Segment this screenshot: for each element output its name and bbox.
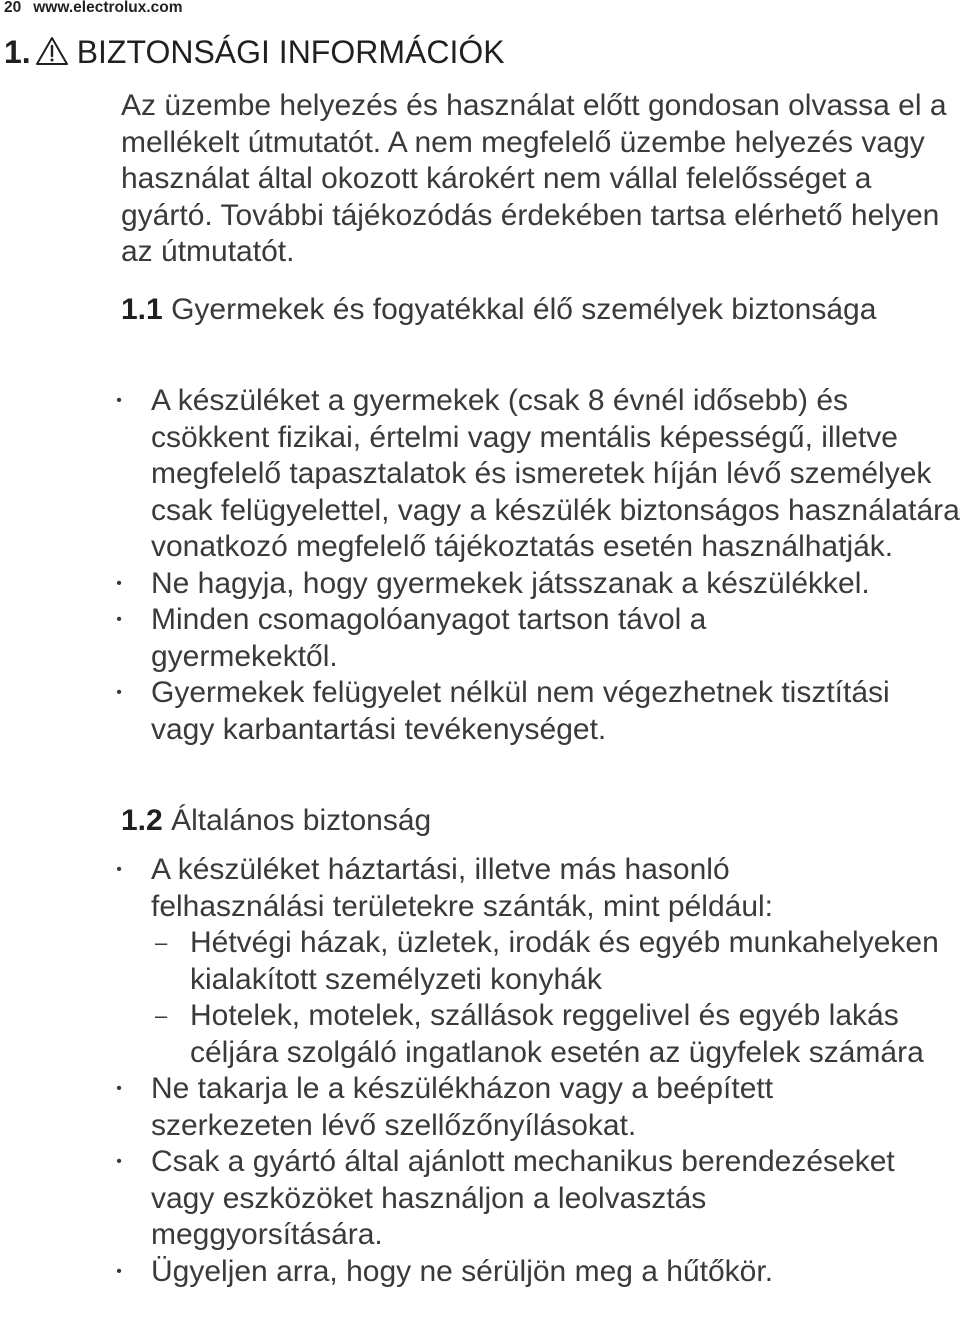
bullet-icon: • — [116, 1080, 122, 1097]
list-item-text: Csak a gyártó által ajánlott mechanikus berendezéseket vagy eszközöket használjon a leolvasztás meggyorsítására. — [151, 1145, 895, 1251]
dash-icon: – — [155, 1003, 168, 1028]
warning-triangle-icon — [35, 36, 69, 66]
list-item — [112, 602, 831, 675]
website-link[interactable]: www.electrolux.com — [33, 0, 183, 16]
subsection-2-heading — [121, 803, 431, 840]
list-item — [112, 566, 960, 603]
bullet-icon: • — [116, 574, 122, 592]
list-item — [112, 1144, 911, 1254]
dash-icon: – — [155, 930, 168, 955]
bullet-icon: • — [116, 861, 122, 878]
bullet-icon: • — [116, 684, 122, 701]
sub-list-item-text: Hétvégi házak, üzletek, irodák és egyéb munkahelyeken kialakított személyzeti konyhák — [190, 926, 939, 996]
page-header — [4, 0, 183, 17]
bullet-icon: • — [116, 1262, 122, 1280]
page-number: 20 — [4, 0, 22, 16]
list-item — [112, 1254, 960, 1291]
subsection-1-title: Gyermekek és fogyatékkal élő személyek biztonsága — [171, 293, 877, 326]
intro-paragraph: Az üzembe helyezés és használat előtt gondosan olvassa el a mellékelt útmutatót. A nem megfelelő üzembe helyezés vagy használat által okozott károkért nem vállal felelősséget a gyártó. További tájékozódás érdekében tartsa elérhető helyen az útmutatót. — [121, 89, 947, 268]
sub-list-item — [151, 925, 960, 998]
list-item-text: Ne takarja le a készülékházon vagy a beépített szerkezeten lévő szellőzőnyílásokat. — [151, 1072, 774, 1142]
bullet-icon: • — [116, 611, 122, 628]
list-item-text: Gyermekek felügyelet nélkül nem végezhetnek tisztítási vagy karbantartási tevékenységet. — [151, 676, 890, 746]
subsection-1-list — [112, 383, 960, 748]
list-item-text: A készüléket háztartási, illetve más hasonló felhasználási területekre szánták, mint például: — [151, 853, 774, 923]
section-title — [4, 34, 505, 70]
list-item-text: Minden csomagolóanyagot tartson távol a gyermekektől. — [151, 603, 707, 673]
subsection-1-heading — [121, 292, 921, 329]
list-item-text: Ügyeljen arra, hogy ne sérüljön meg a hűtőkör. — [151, 1254, 774, 1288]
list-item-text: A készüléket a gyermekek (csak 8 évnél idősebb) és csökkent fizikai, értelmi vagy mentális képességű, illetve megfelelő tapasztalatok és ismeretek híján lévő személyek csak felügyelettel, vagy a készülék biztonságos használatára vonatkozó megfelelő tájékoztatás esetén használhatják. — [151, 384, 960, 563]
sub-list — [151, 925, 960, 1071]
subsection-2-number: 1.2 — [121, 804, 163, 837]
sub-list-item-text: Hotelek, motelek, szállások reggelivel és egyéb lakás céljára szolgáló ingatlanok esetén az ügyfelek számára — [190, 999, 924, 1069]
list-item — [112, 675, 911, 748]
subsection-2-list — [112, 852, 960, 1290]
subsection-2-title: Általános biztonság — [171, 804, 432, 837]
list-item — [112, 852, 939, 1071]
list-item — [112, 383, 960, 566]
section-number: 1. — [4, 34, 31, 70]
list-item — [112, 1071, 911, 1144]
bullet-icon: • — [116, 392, 122, 409]
bullet-icon: • — [116, 1153, 122, 1170]
sub-list-item — [151, 998, 960, 1071]
list-item-text: Ne hagyja, hogy gyermekek játsszanak a készülékkel. — [151, 566, 870, 600]
subsection-1-number: 1.1 — [121, 293, 163, 326]
section-title-text: BIZTONSÁGI INFORMÁCIÓK — [76, 34, 505, 70]
